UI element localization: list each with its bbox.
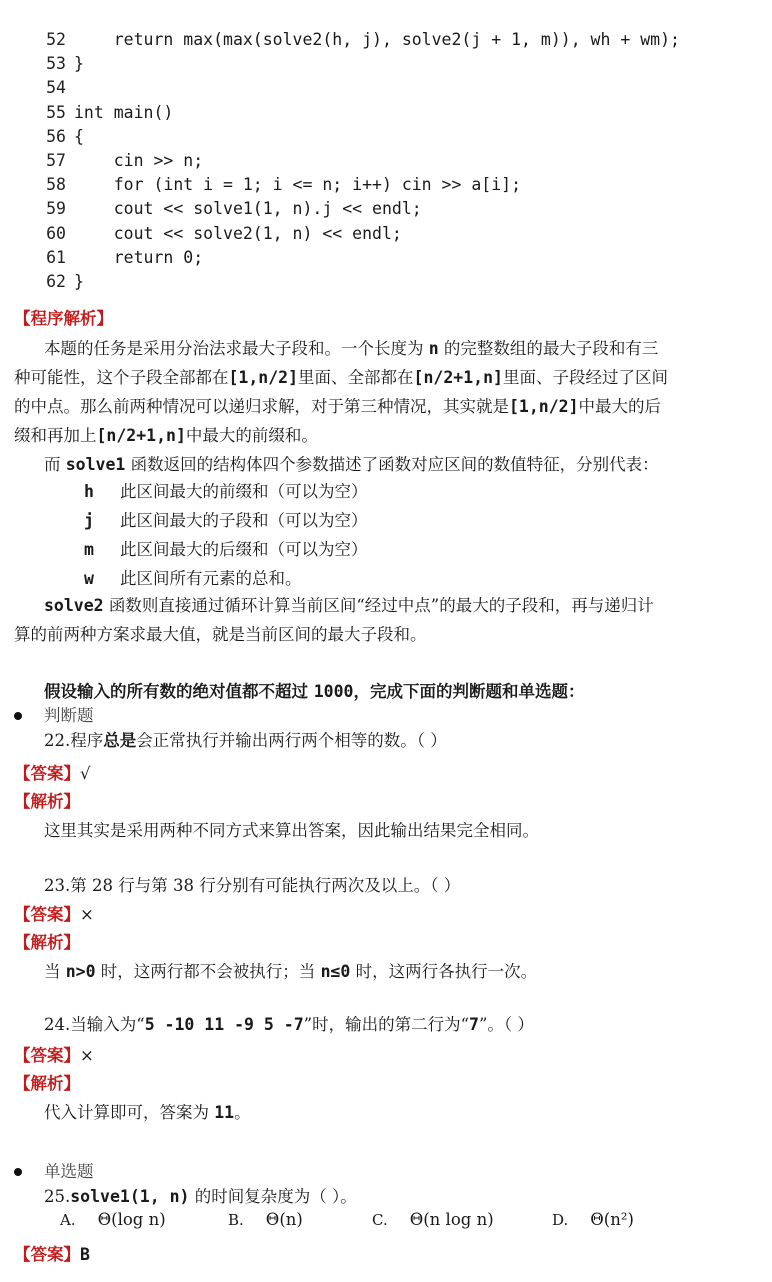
analysis-paragraph-line: 本题的任务是采用分治法求最大子段和。一个长度为 n 的完整数组的最大子段和有三 xyxy=(44,339,659,358)
analysis-paragraph-line: 缀和再加上[n/2+1,n]中最大的前缀和。 xyxy=(14,426,318,445)
section-title-multiple-choice: 单选题 xyxy=(44,1162,94,1181)
answer-23: 【答案】× xyxy=(14,905,94,924)
explanation-24: 代入计算即可，答案为 11。 xyxy=(44,1103,251,1122)
answer-25: 【答案】B xyxy=(14,1245,90,1264)
option-b: B. Θ(n) xyxy=(228,1210,303,1229)
analysis-paragraph-line: 而 solve1 函数返回的结构体四个参数描述了函数对应区间的数值特征，分别代表： xyxy=(44,455,659,474)
option-a: A. Θ(log n) xyxy=(60,1210,166,1229)
code-line: 60 cout << solve2(1, n) << endl; xyxy=(46,223,402,243)
question-23: 23.第 28 行与第 38 行分别有可能执行两次及以上。（ ） xyxy=(44,876,461,895)
answer-24: 【答案】× xyxy=(14,1046,94,1065)
code-line: 61 return 0; xyxy=(46,247,204,267)
assumption-text: 假设输入的所有数的绝对值都不超过 1000，完成下面的判断题和单选题： xyxy=(44,682,585,701)
code-line: 55 int main() xyxy=(46,102,174,122)
list-item: j 此区间最大的子段和（可以为空） xyxy=(84,511,368,530)
bullet-icon xyxy=(14,1168,22,1176)
code-line: 58 for (int i = 1; i <= n; i++) cin >> a[i]; xyxy=(46,175,522,195)
code-line: 52 return max(max(solve2(h, j), solve2(j + 1, m)), wh + wm); xyxy=(46,30,680,49)
list-item: w 此区间所有元素的总和。 xyxy=(84,569,302,588)
explanation-label: 【解析】 xyxy=(14,792,80,811)
explanation-22: 这里其实是采用两种不同方式来算出答案，因此输出结果完全相同。 xyxy=(44,821,539,840)
explanation-label: 【解析】 xyxy=(14,933,80,952)
explanation-23: 当 n>0 时，这两行都不会被执行；当 n≤0 时，这两行各执行一次。 xyxy=(44,962,538,981)
code-line: 56 { xyxy=(46,126,84,146)
code-line: 62 } xyxy=(46,271,84,291)
analysis-paragraph-line: 的中点。那么前两种情况可以递归求解，对于第三种情况，其实就是[1,n/2]中最大的后 xyxy=(14,397,662,416)
list-item: m 此区间最大的后缀和（可以为空） xyxy=(84,540,368,559)
analysis-heading: 【程序解析】 xyxy=(14,309,113,328)
code-line: 54 xyxy=(46,78,66,98)
option-c: C. Θ(n log n) xyxy=(372,1210,494,1229)
question-24: 24.当输入为“5 -10 11 -9 5 -7”时，输出的第二行为“7”。（ ） xyxy=(44,1015,534,1034)
list-item: h 此区间最大的前缀和（可以为空） xyxy=(84,482,368,501)
code-line: 53 } xyxy=(46,54,84,74)
analysis-paragraph-line: 算的前两种方案求最大值，就是当前区间的最大子段和。 xyxy=(14,625,427,644)
analysis-paragraph-line: solve2 函数则直接通过循环计算当前区间“经过中点”的最大的子段和，再与递归计 xyxy=(44,596,654,615)
section-title-true-false: 判断题 xyxy=(44,706,94,725)
question-25: 25.solve1(1, n) 的时间复杂度为（ ）。 xyxy=(44,1187,357,1206)
code-line: 59 cout << solve1(1, n).j << endl; xyxy=(46,199,422,219)
variable-list xyxy=(84,481,368,597)
option-d: D. Θ(n²) xyxy=(552,1210,634,1229)
code-listing xyxy=(44,28,680,294)
answer-22: 【答案】√ xyxy=(14,764,91,783)
question-22: 22.程序总是会正常执行并输出两行两个相等的数。（ ） xyxy=(44,731,447,750)
bullet-icon xyxy=(14,712,22,720)
analysis-paragraph-line: 种可能性，这个子段全部都在[1,n/2]里面、全部都在[n/2+1,n]里面、子段经过了区间 xyxy=(14,368,668,387)
explanation-label: 【解析】 xyxy=(14,1074,80,1093)
code-line: 57 cin >> n; xyxy=(46,150,204,170)
